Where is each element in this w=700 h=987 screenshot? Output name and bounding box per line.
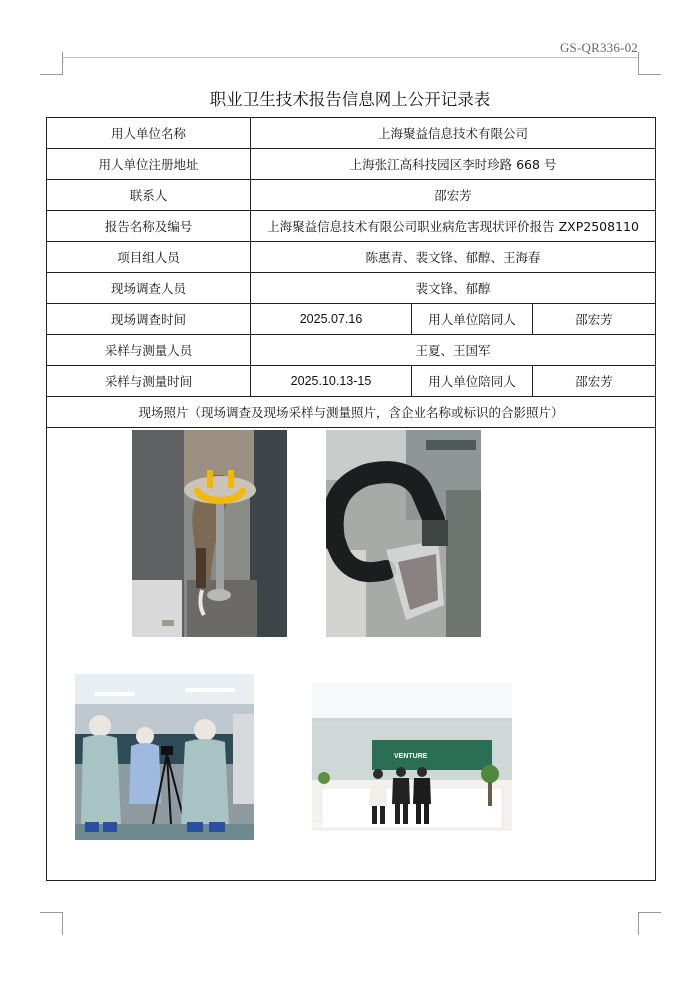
row-employer-address: [47, 149, 656, 180]
label-survey-companion: 用人单位陪同人: [412, 304, 533, 335]
group-photo-drawing: [312, 682, 512, 831]
label-sampling-staff: 采样与测量人员: [47, 335, 251, 366]
label-employer-address: 用人单位注册地址: [47, 149, 251, 180]
value-sampling-time: 2025.10.13-15: [251, 366, 412, 397]
value-survey-staff: 裴文锋、郁醇: [251, 273, 656, 304]
crop-mark-bottom-right: [638, 912, 661, 935]
photo-sampling: [75, 674, 254, 840]
row-survey-staff: [47, 273, 656, 304]
row-photos-header: [47, 397, 656, 428]
label-survey-time: 现场调查时间: [47, 304, 251, 335]
photo-timestamp: 2025.10.13: [316, 823, 342, 829]
row-sampling-time: [47, 366, 656, 397]
photos-header: 现场照片（现场调查及现场采样与测量照片，含企业名称或标识的合影照片）: [47, 397, 656, 428]
label-survey-staff: 现场调查人员: [47, 273, 251, 304]
label-sampling-time: 采样与测量时间: [47, 366, 251, 397]
crop-mark-top-left: [40, 52, 63, 75]
crop-mark-top-right: [638, 52, 661, 75]
value-sampling-staff: 王夏、王国军: [251, 335, 656, 366]
label-report: 报告名称及编号: [47, 211, 251, 242]
header-rule: [62, 57, 638, 58]
sampling-photo-drawing: [75, 674, 254, 840]
row-report: [47, 211, 656, 242]
exhaust-photo-drawing: [326, 430, 481, 637]
row-employer-name: [47, 118, 656, 149]
value-employer-address: 上海张江高科技园区李时珍路 668 号: [251, 149, 656, 180]
row-survey-time: [47, 304, 656, 335]
page-title: 职业卫生技术报告信息网上公开记录表: [209, 90, 491, 109]
venture-sign: VENTURE: [394, 753, 428, 760]
photo-eyewash: [132, 430, 287, 637]
crop-mark-bottom-left: [40, 912, 63, 935]
label-employer-name: 用人单位名称: [47, 118, 251, 149]
value-employer-name: 上海聚益信息技术有限公司: [251, 118, 656, 149]
value-report: 上海聚益信息技术有限公司职业病危害现状评价报告 ZXP2508110: [251, 211, 656, 242]
label-sampling-companion: 用人单位陪同人: [412, 366, 533, 397]
row-sampling-staff: [47, 335, 656, 366]
photo-group: [312, 682, 512, 831]
value-team: 陈惠青、裴文锋、郁醇、王海春: [251, 242, 656, 273]
value-sampling-companion: 邵宏芳: [533, 366, 656, 397]
value-contact: 邵宏芳: [251, 180, 656, 211]
label-contact: 联系人: [47, 180, 251, 211]
eyewash-photo-drawing: [132, 430, 287, 637]
document-code: GS-QR336-02: [559, 40, 638, 55]
photo-exhaust-hood: [326, 430, 481, 637]
value-survey-time: 2025.07.16: [251, 304, 412, 335]
label-team: 项目组人员: [47, 242, 251, 273]
row-team: [47, 242, 656, 273]
value-survey-companion: 邵宏芳: [533, 304, 656, 335]
row-contact: [47, 180, 656, 211]
